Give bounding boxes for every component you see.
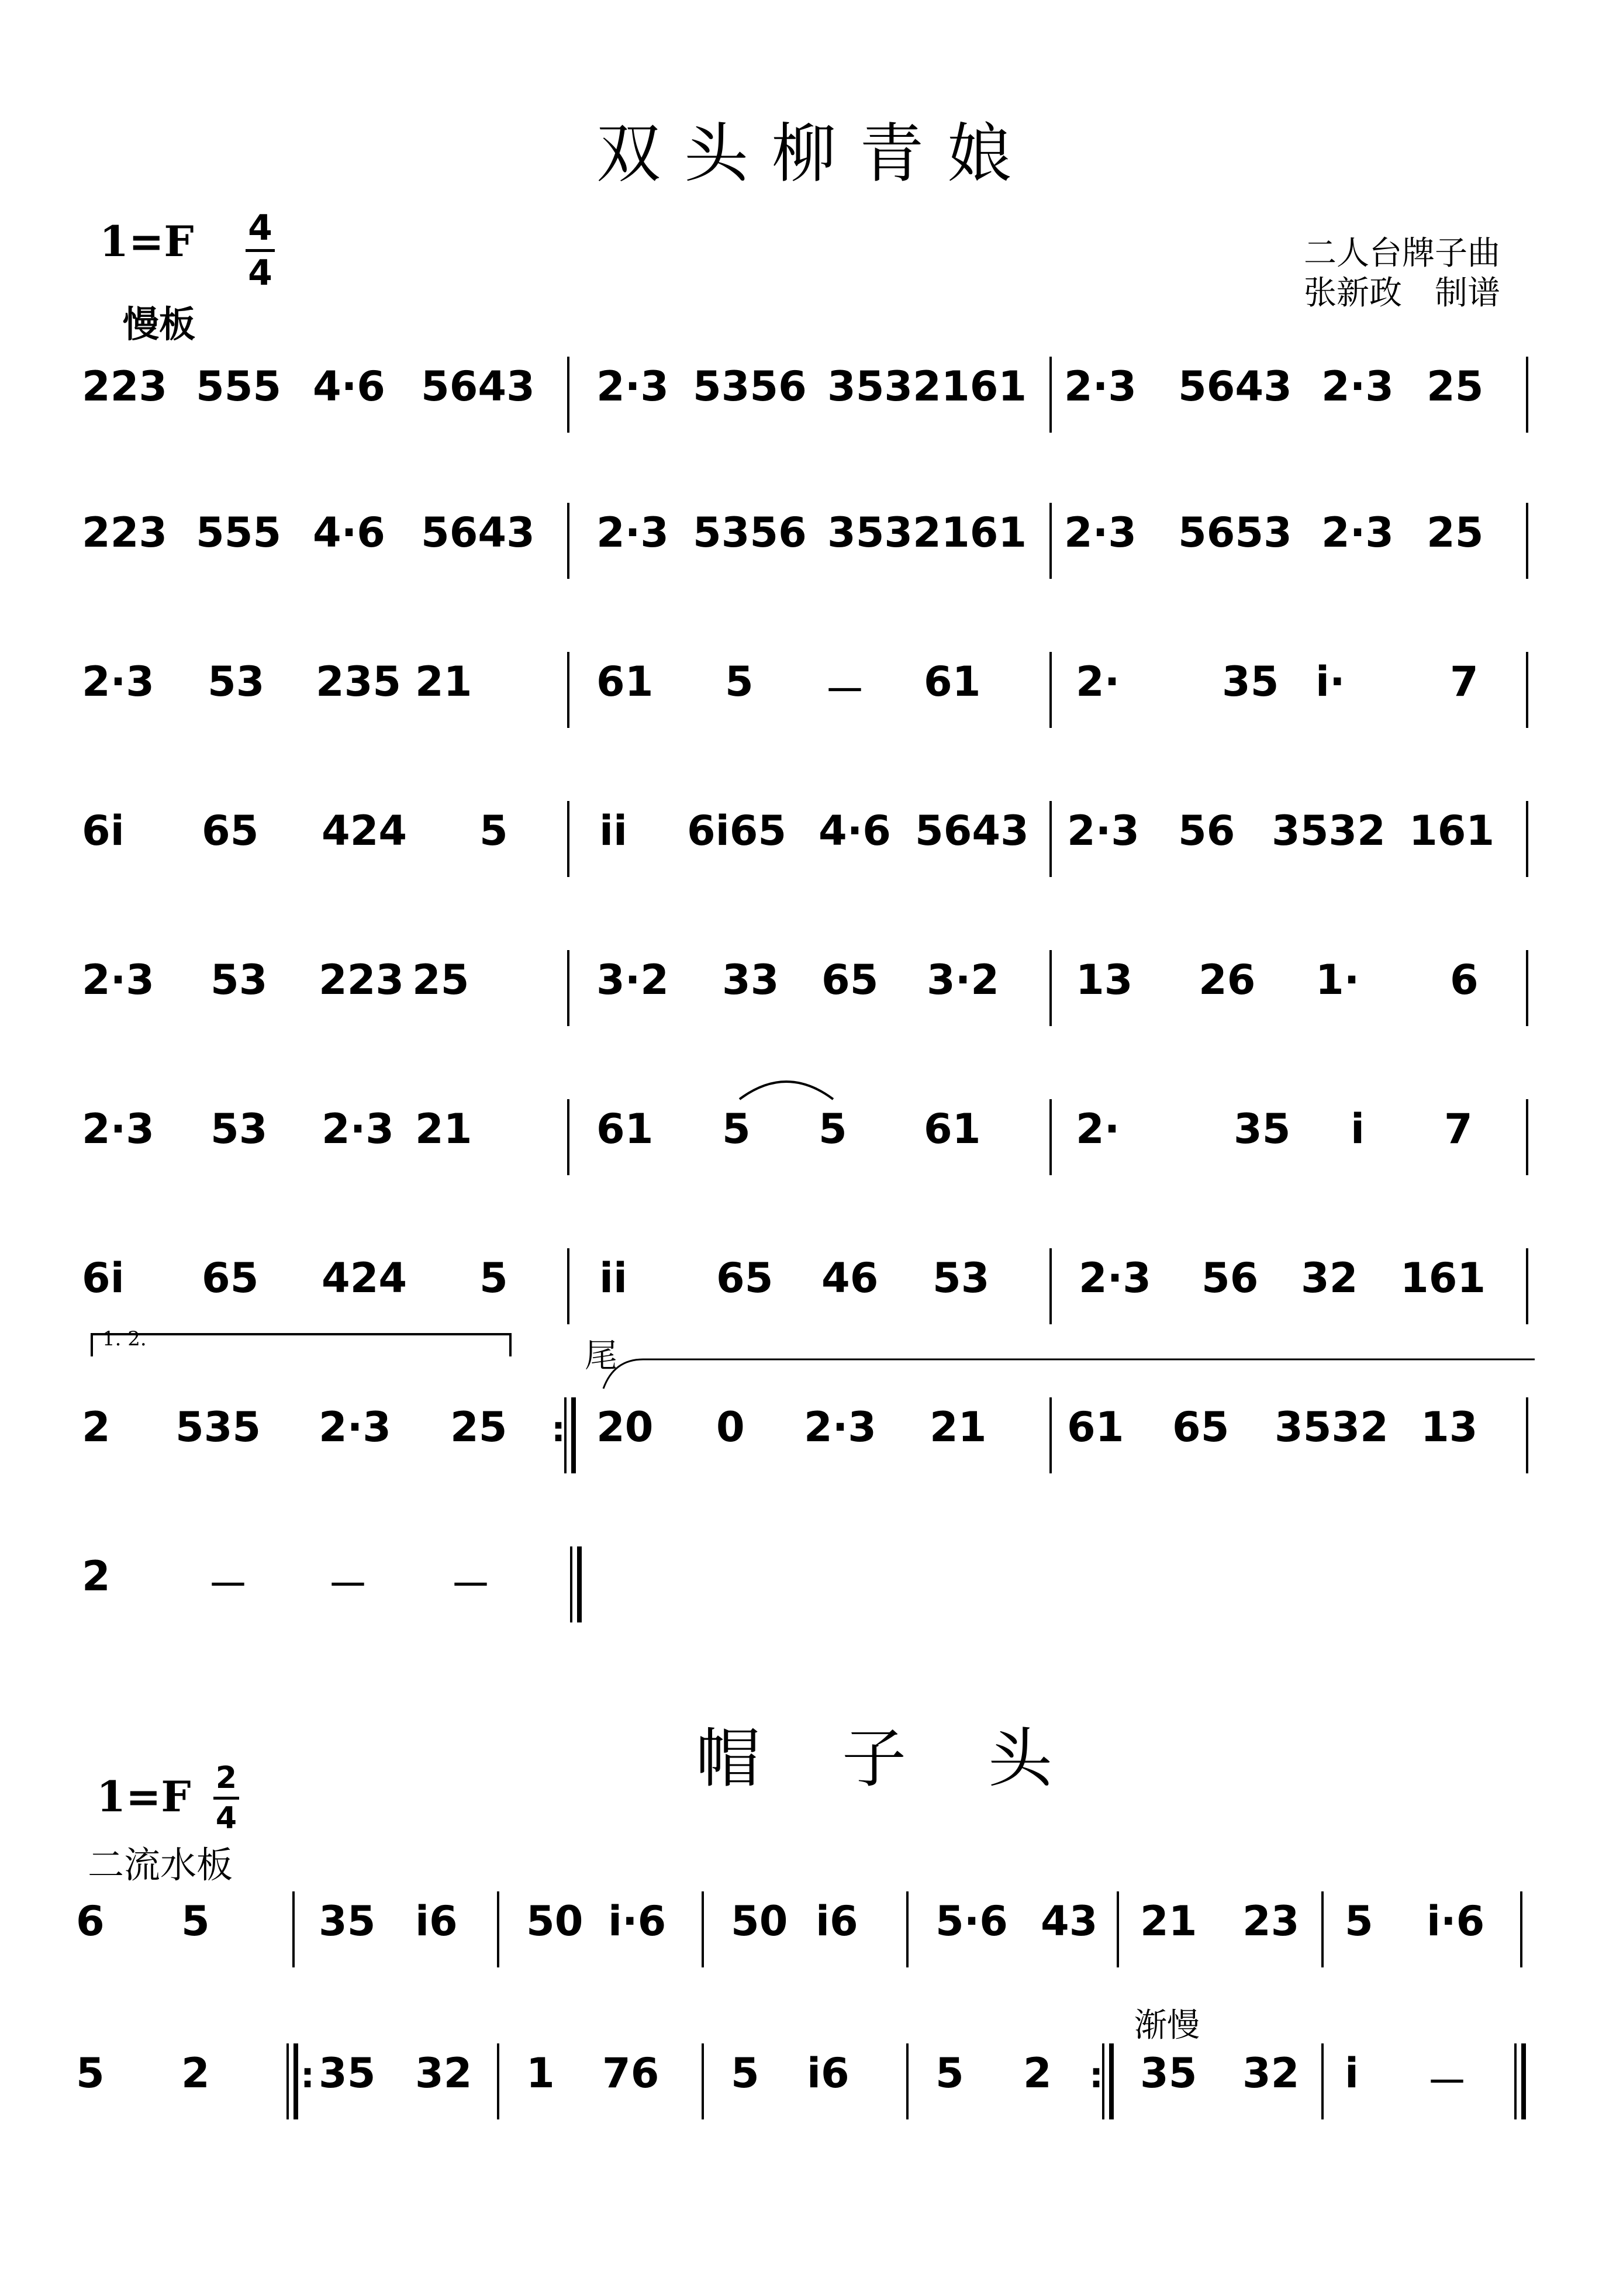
note-group: 25: [1427, 362, 1484, 410]
barline: [1049, 950, 1052, 1026]
note-group: 5643: [421, 362, 535, 410]
barline: [497, 1891, 499, 1967]
note-group: 2·3: [82, 956, 155, 1004]
note-group: 65: [821, 956, 879, 1004]
note-group: 5: [479, 807, 508, 855]
note-group: 5653: [1178, 509, 1292, 557]
note-group: 65: [1172, 1403, 1230, 1451]
note-group: 13: [1421, 1403, 1478, 1451]
barline: [292, 1891, 295, 1967]
note-group: 161: [1409, 807, 1495, 855]
barline: [1526, 357, 1528, 433]
barline: [1049, 503, 1052, 579]
note-group: 161: [1400, 1254, 1486, 1302]
note-group: 61: [596, 1105, 654, 1153]
barline: [1514, 2043, 1517, 2119]
note-group: 5356: [693, 362, 807, 410]
piece2-tempo: 二流水板: [88, 1843, 233, 1886]
barline: [906, 1891, 909, 1967]
note-group: 5643: [421, 509, 535, 557]
note-group: 20: [596, 1403, 654, 1451]
piece2-key-signature: 1=F: [96, 1772, 191, 1821]
piece1-time-signature: [246, 208, 275, 294]
barline: [570, 1546, 572, 1622]
barline: [1526, 1099, 1528, 1175]
note-group: 6: [1450, 956, 1479, 1004]
note-group: 1: [526, 2049, 555, 2097]
note-group: 61: [1067, 1403, 1124, 1451]
note-group: 35: [1222, 658, 1279, 706]
note-group: i: [1351, 1105, 1365, 1153]
barline: [1526, 503, 1528, 579]
barline: [567, 950, 569, 1026]
note-group: 2·3: [319, 1403, 392, 1451]
note-group: 43: [1041, 1897, 1098, 1945]
volta-bracket-top: [91, 1333, 512, 1335]
barline: [1321, 1891, 1324, 1967]
barline: [567, 1099, 569, 1175]
note-group: 2·: [1076, 1105, 1120, 1153]
note-group: 2·3: [804, 1403, 877, 1451]
note-group: 35: [319, 2049, 376, 2097]
barline: [1049, 1248, 1052, 1324]
note-group: 53: [208, 658, 265, 706]
note-group: 21: [415, 658, 472, 706]
note-group: 2: [82, 1403, 110, 1451]
barline: [497, 2043, 499, 2119]
note-group: 13: [1076, 956, 1133, 1004]
barline: [1049, 801, 1052, 877]
barline: [1526, 950, 1528, 1026]
note-group: i6: [415, 1897, 458, 1945]
note-group: 3532: [1275, 1403, 1389, 1451]
note-group: 46: [821, 1254, 879, 1302]
phrase-line: [602, 1356, 1538, 1392]
volta-label: 1. 2.: [102, 1327, 147, 1351]
barline: [906, 2043, 909, 2119]
note-group: 535: [175, 1403, 261, 1451]
note-group: 21: [930, 1403, 987, 1451]
note-group: 33: [722, 956, 779, 1004]
note-group: 2·: [1076, 658, 1120, 706]
note-group: 223: [82, 362, 168, 410]
note-group: i: [1345, 2049, 1359, 2097]
note-group: 161: [941, 362, 1027, 410]
repeat-sign: :: [551, 1409, 565, 1450]
note-group: 5643: [915, 807, 1029, 855]
piece1-tempo: 慢板: [123, 303, 196, 346]
note-group: 61: [924, 658, 981, 706]
note-group: 2·3: [82, 1105, 155, 1153]
piece1-key-signature: 1=F: [99, 216, 194, 266]
note-group: 32: [1242, 2049, 1300, 2097]
note-group: －: [327, 1561, 368, 1609]
double-barline: [577, 1546, 582, 1622]
piece1-line-1: [0, 362, 1623, 427]
piece2-time-signature: [213, 1760, 239, 1836]
note-group: 65: [202, 1254, 259, 1302]
piece1-line-9: [0, 1552, 1623, 1617]
note-group: 5: [1345, 1897, 1373, 1945]
piece2-title: 帽子头: [696, 1721, 1134, 1796]
note-group: i6: [816, 1897, 858, 1945]
note-group: 2·3: [82, 658, 155, 706]
note-group: 35: [1234, 1105, 1291, 1153]
barline: [286, 2043, 289, 2119]
note-group: 223: [319, 956, 405, 1004]
coda-label: 尾: [585, 1337, 617, 1375]
slur: [737, 1070, 836, 1105]
note-group: ii: [599, 1254, 627, 1302]
note-group: 2·3: [596, 362, 669, 410]
note-group: 61: [596, 658, 654, 706]
barline: [567, 357, 569, 433]
note-group: 61: [924, 1105, 981, 1153]
note-group: 2·3: [596, 509, 669, 557]
note-group: 6i65: [687, 807, 787, 855]
note-group: 223: [82, 509, 168, 557]
note-group: 2·3: [1064, 362, 1137, 410]
double-barline: [571, 1397, 576, 1473]
note-group: 5: [819, 1105, 847, 1153]
piece1-time-top: 4: [248, 208, 272, 248]
piece1-line-6: [0, 1105, 1623, 1169]
note-group: 3532: [827, 362, 941, 410]
note-group: 4·6: [313, 509, 386, 557]
note-group: 5: [935, 2049, 964, 2097]
note-group: 2·3: [1321, 362, 1394, 410]
note-group: 5643: [1178, 362, 1292, 410]
double-barline: [1109, 2043, 1114, 2119]
barline: [1049, 1397, 1052, 1473]
piece2-time-top: 2: [215, 1760, 237, 1796]
piece1-time-bottom: 4: [248, 253, 272, 294]
note-group: 6i: [82, 807, 125, 855]
double-barline: [1521, 2043, 1526, 2119]
note-group: 23: [1242, 1897, 1300, 1945]
volta-bracket-right: [509, 1333, 512, 1356]
barline: [1526, 801, 1528, 877]
note-group: 5: [479, 1254, 508, 1302]
note-group: 53: [210, 1105, 268, 1153]
piece2-line-1: [0, 1897, 1623, 1962]
repeat-sign: :: [1089, 2055, 1103, 2096]
credit-line-1: 二人台牌子曲: [1304, 234, 1500, 272]
note-group: 25: [450, 1403, 507, 1451]
barline: [1526, 652, 1528, 728]
volta-bracket-left: [91, 1333, 93, 1356]
barline: [702, 1891, 704, 1967]
note-group: 7: [1450, 658, 1479, 706]
note-group: 555: [196, 362, 282, 410]
note-group: 4·6: [313, 362, 386, 410]
note-group: 555: [196, 509, 282, 557]
barline: [1321, 2043, 1324, 2119]
piece1-line-7: [0, 1254, 1623, 1318]
note-group: 5: [181, 1897, 210, 1945]
piece2-line-2: [0, 2049, 1623, 2114]
credit-line-2: 张新政 制谱: [1304, 274, 1500, 312]
note-group: 65: [202, 807, 259, 855]
note-group: 2·3: [1321, 509, 1394, 557]
note-group: 5: [731, 2049, 759, 2097]
note-group: i·: [1315, 658, 1345, 706]
barline: [1526, 1248, 1528, 1324]
note-group: ii: [599, 807, 627, 855]
barline: [1049, 1099, 1052, 1175]
note-group: 53: [210, 956, 268, 1004]
note-group: 2·3: [1067, 807, 1140, 855]
note-group: 2·3: [322, 1105, 395, 1153]
note-group: 53: [933, 1254, 990, 1302]
ritardando-marking: 渐慢: [1134, 2007, 1200, 2045]
note-group: 2: [82, 1552, 110, 1600]
repeat-sign: :: [301, 2055, 315, 2096]
note-group: 5·6: [935, 1897, 1009, 1945]
barline: [567, 652, 569, 728]
note-group: 5: [722, 1105, 751, 1153]
note-group: 21: [415, 1105, 472, 1153]
note-group: 3532: [827, 509, 941, 557]
piece1-line-8: [0, 1403, 1623, 1468]
note-group: 5356: [693, 509, 807, 557]
note-group: 7: [1444, 1105, 1473, 1153]
note-group: 6i: [82, 1254, 125, 1302]
note-group: 25: [1427, 509, 1484, 557]
note-group: 1·: [1315, 956, 1360, 1004]
note-group: 2: [1023, 2049, 1052, 2097]
note-group: 424: [322, 807, 408, 855]
note-group: 56: [1201, 1254, 1259, 1302]
note-group: －: [824, 667, 865, 714]
note-group: 6: [76, 1897, 105, 1945]
double-barline: [293, 2043, 298, 2119]
barline: [567, 801, 569, 877]
note-group: i6: [807, 2049, 850, 2097]
piece1-line-5: [0, 956, 1623, 1020]
note-group: 26: [1199, 956, 1256, 1004]
note-group: 235: [316, 658, 402, 706]
piece1-title: 双头柳青娘: [596, 116, 1035, 191]
note-group: 50: [731, 1897, 788, 1945]
barline: [1049, 357, 1052, 433]
note-group: －: [450, 1561, 491, 1609]
barline: [702, 2043, 704, 2119]
piece1-credit: [1304, 234, 1500, 313]
note-group: －: [1427, 2058, 1467, 2106]
note-group: 5: [76, 2049, 105, 2097]
barline: [567, 1248, 569, 1324]
barline: [567, 503, 569, 579]
note-group: 76: [602, 2049, 659, 2097]
note-group: －: [208, 1561, 248, 1609]
piece1-line-2: [0, 509, 1623, 573]
note-group: 50: [526, 1897, 583, 1945]
note-group: 424: [322, 1254, 408, 1302]
note-group: 56: [1178, 807, 1235, 855]
note-group: i·6: [1427, 1897, 1485, 1945]
note-group: 32: [1301, 1254, 1358, 1302]
note-group: 3532: [1272, 807, 1386, 855]
note-group: 21: [1140, 1897, 1197, 1945]
barline: [1117, 1891, 1119, 1967]
note-group: 32: [415, 2049, 472, 2097]
piece1-line-4: [0, 807, 1623, 871]
note-group: 4·6: [819, 807, 892, 855]
piece2-time-bottom: 4: [215, 1801, 237, 1836]
note-group: 161: [941, 509, 1027, 557]
piece1-line-3: [0, 658, 1623, 722]
note-group: i·6: [608, 1897, 667, 1945]
note-group: 3·2: [596, 956, 669, 1004]
barline: [1526, 1397, 1528, 1473]
note-group: 5: [725, 658, 754, 706]
note-group: 2·3: [1079, 1254, 1152, 1302]
note-group: 35: [319, 1897, 376, 1945]
note-group: 3·2: [927, 956, 1000, 1004]
note-group: 2: [181, 2049, 210, 2097]
note-group: 0: [716, 1403, 745, 1451]
barline: [1049, 652, 1052, 728]
note-group: 25: [412, 956, 469, 1004]
note-group: 2·3: [1064, 509, 1137, 557]
barline: [1520, 1891, 1522, 1967]
note-group: 65: [716, 1254, 773, 1302]
note-group: 35: [1140, 2049, 1197, 2097]
